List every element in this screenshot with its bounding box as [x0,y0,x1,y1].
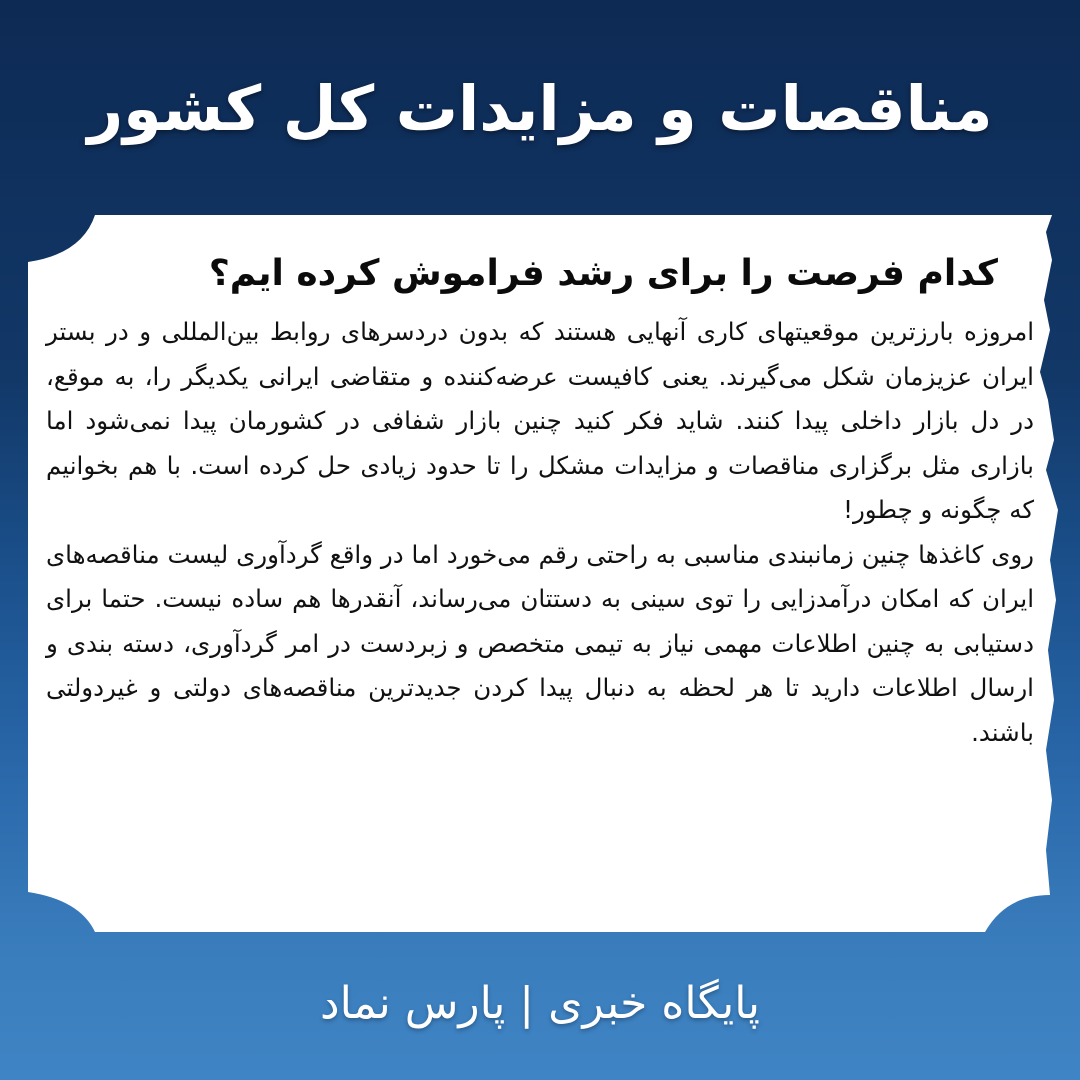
article-heading: کدام فرصت را برای رشد فراموش کرده ایم؟ [208,253,998,294]
footer-site-name: پایگاه خبری | پارس نماد [320,978,760,1029]
page-title: مناقصات و مزایدات کل کشور [87,72,993,145]
article-paragraph-2: روی کاغذها چنین زمانبندی مناسبی به راحتی رقم می‌خورد اما در واقع گردآوری لیست مناقصه‌های ایران که امکان درآمدزایی را توی سینی به دستتان می‌رساند، آنقدرها هم ساده نیست. حتما برای دستیابی به چنین اطلاعات مهمی نیاز به تیمی متخصص و زبردست در امر گردآوری، دسته بندی و ارسال اطلاعات دارید تا هر لحظه به دنبال پیدا کردن جدیدترین مناقصه‌های دولتی و غیردولتی باشند. [46,539,1034,747]
article [42,232,1038,922]
article-paragraph-1: امروزه بارزترین موقعیتهای کاری آنهایی هستند که بدون دردسرهای روابط بین‌المللی و در بستر ایران عزیزمان شکل می‌گیرند. یعنی کافیست عرضه‌کننده و متقاضی ایرانی یکدیگر را، به موقع، در دل بازار داخلی پیدا کنند. شاید فکر کنید چنین بازار شفافی در کشورمان پیدا نمی‌شود اما بازاری مثل برگزاری مناقصات و مزایدات مشکل را تا حدود زیادی حل کرده است. با هم بخوانیم که چگونه و چطور! [46,317,1034,524]
